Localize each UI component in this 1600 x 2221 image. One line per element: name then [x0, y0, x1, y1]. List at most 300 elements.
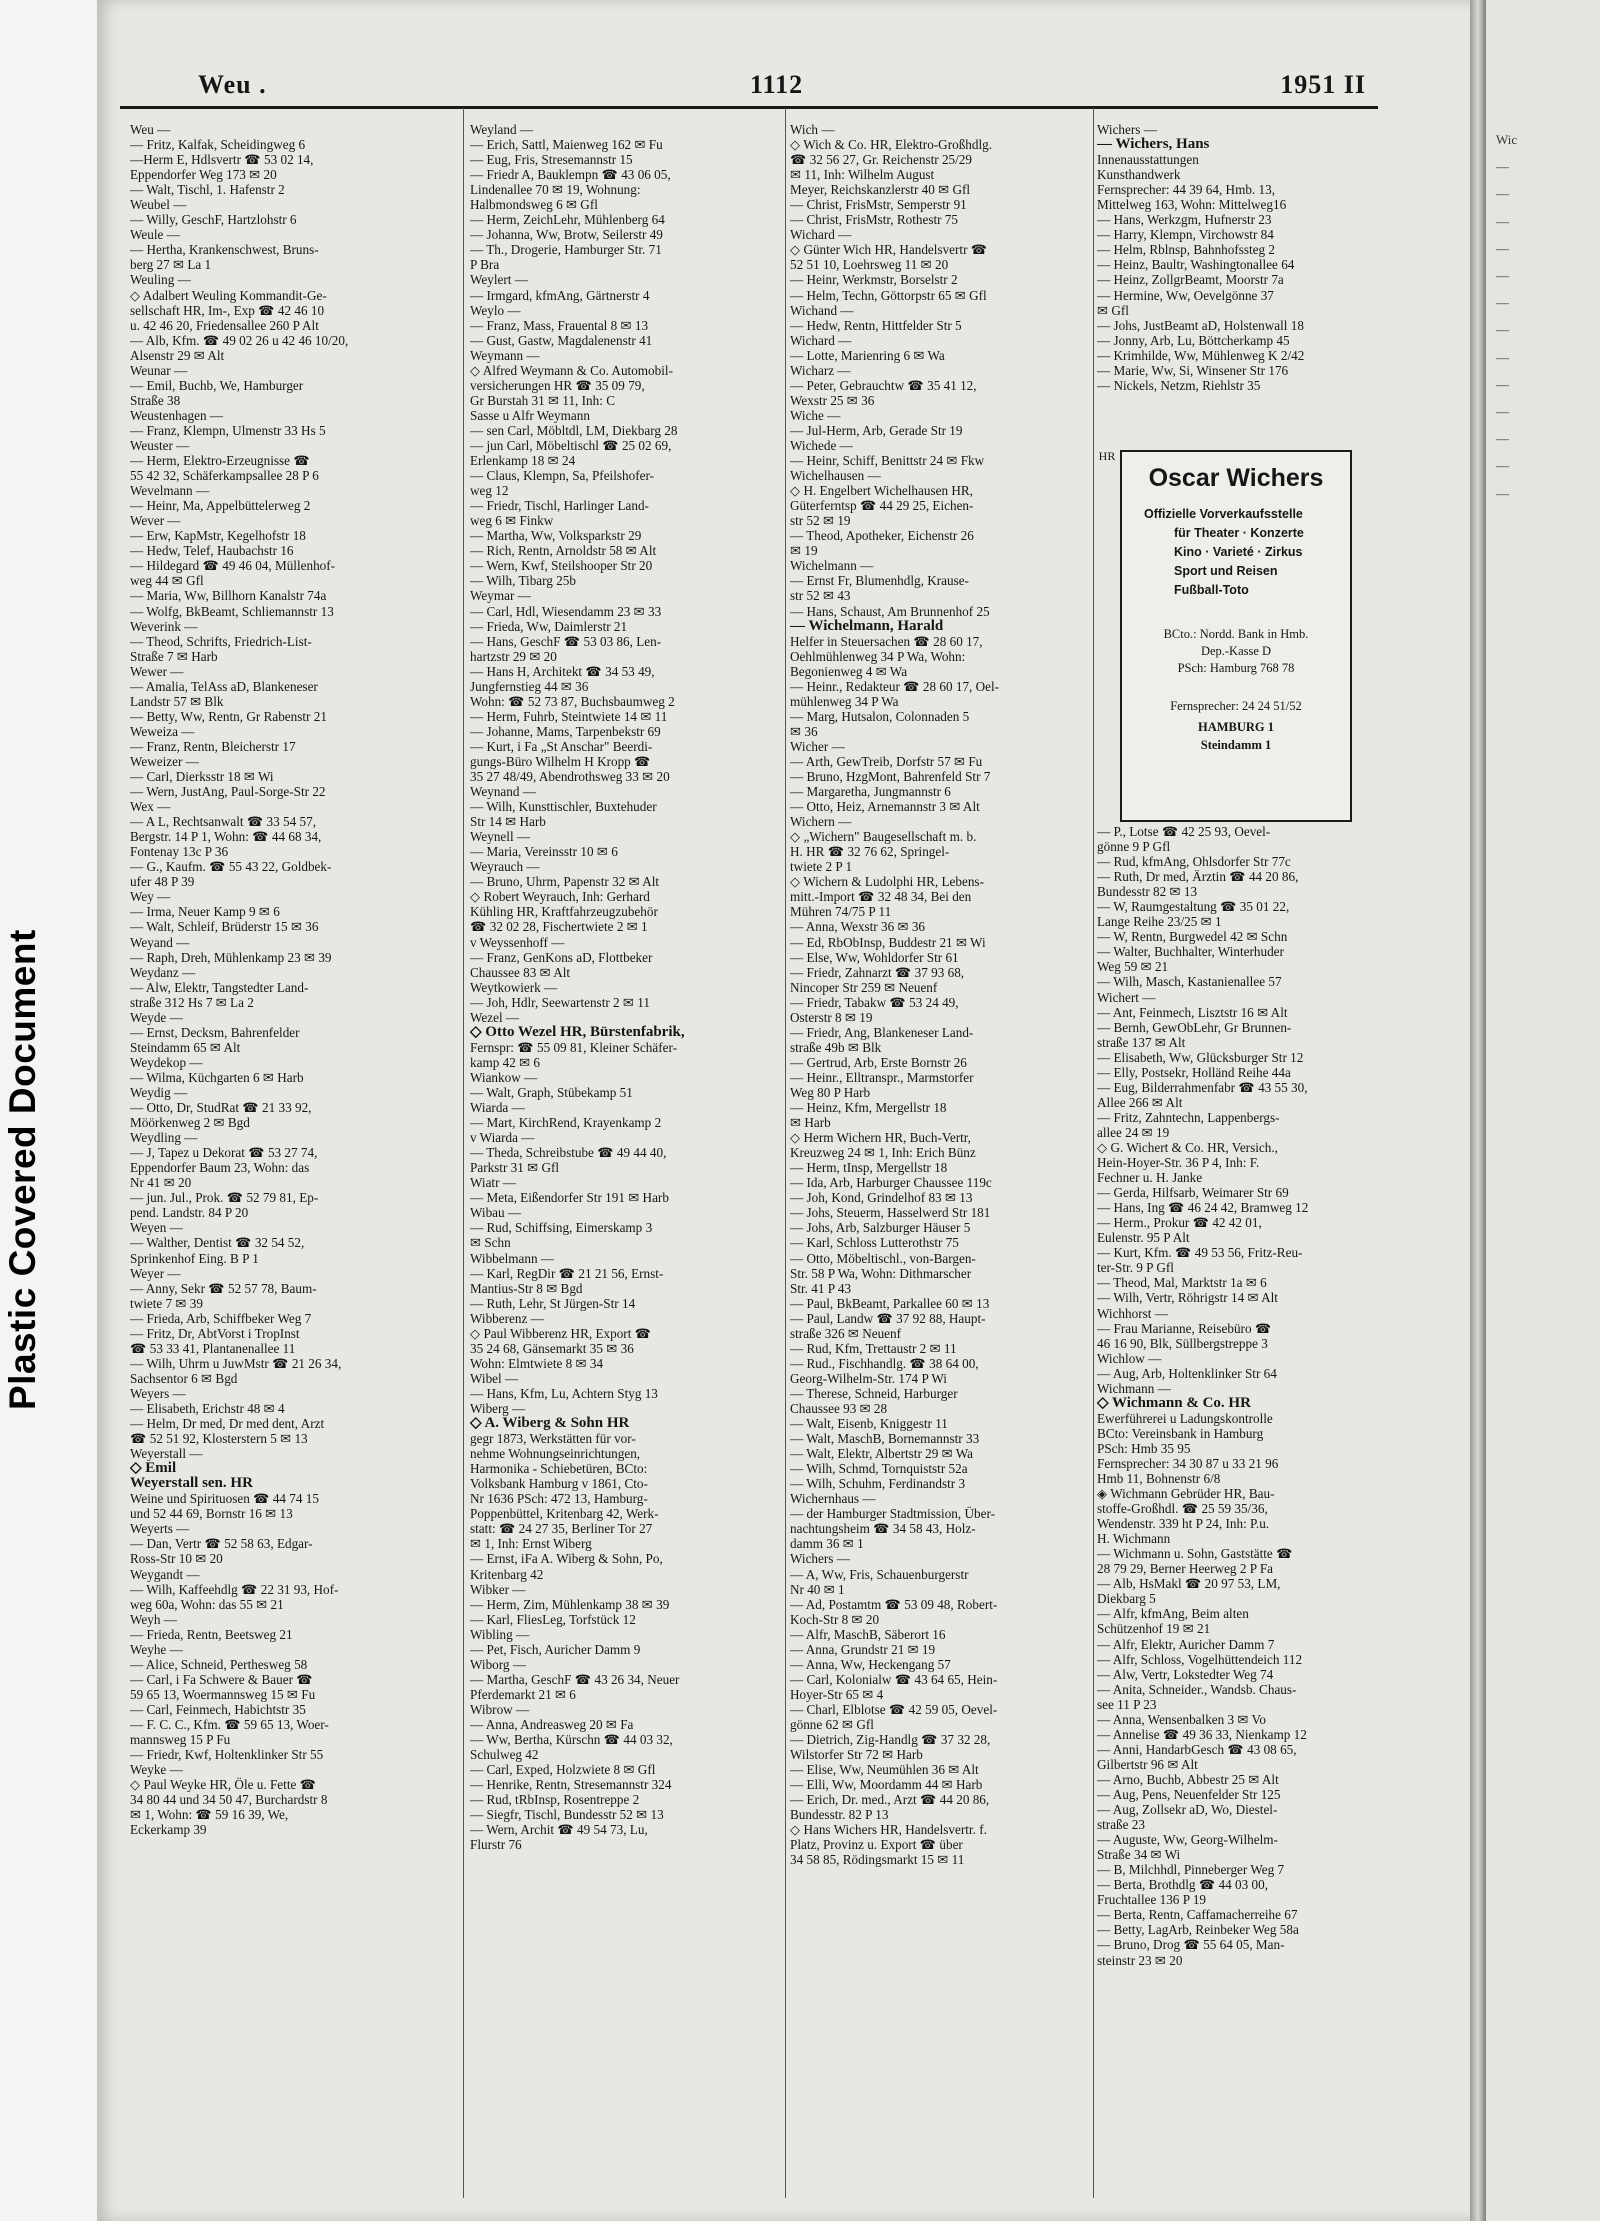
directory-entry: ✉ 1, Wohn: ☎ 59 16 39, We,: [130, 1807, 289, 1823]
directory-entry: damm 36 ✉ 1: [790, 1536, 864, 1552]
directory-entry: — Betty, LagArb, Reinbeker Weg 58a: [1097, 1922, 1299, 1938]
directory-entry: Weyrauch —: [470, 859, 540, 875]
directory-entry: — der Hamburger Stadtmission, Über-: [790, 1506, 995, 1522]
directory-entry: — Wichmann u. Sohn, Gaststätte ☎: [1097, 1546, 1293, 1562]
directory-entry: Nr 40 ✉ 1: [790, 1581, 845, 1597]
directory-entry: — Betty, Ww, Rentn, Gr Rabenstr 21: [130, 708, 327, 724]
directory-entry: Weyke —: [130, 1762, 183, 1778]
directory-entry: — Anna, Grundstr 21 ✉ 19: [790, 1641, 936, 1657]
directory-entry: ◇ Hans Wichers HR, Handelsvertr. f.: [790, 1822, 987, 1838]
directory-entry: Wichmann —: [1097, 1380, 1171, 1396]
directory-entry: — Franz, GenKons aD, Flottbeker: [470, 949, 653, 965]
directory-entry: Wichede —: [790, 437, 853, 453]
directory-entry: — Franz, Klempn, Ulmenstr 33 Hs 5: [130, 422, 326, 438]
ad-street: Steindamm 1: [1200, 738, 1272, 752]
directory-entry: Wevelmann —: [130, 483, 210, 499]
directory-entry: Gilbertstr 96 ✉ Alt: [1097, 1756, 1198, 1772]
directory-entry: — Wichers, Hans: [1097, 137, 1210, 153]
directory-entry: — Wilh, Kaffeehdlg ☎ 22 31 93, Hof-: [130, 1581, 339, 1597]
directory-entry: Weyerstall —: [130, 1446, 203, 1462]
directory-entry: Weyerstall sen. HR: [130, 1476, 253, 1492]
directory-entry: — jun Carl, Möbeltischl ☎ 25 02 69,: [470, 437, 672, 453]
directory-entry: 34 58 85, Rödingsmarkt 15 ✉ 11: [790, 1852, 965, 1868]
directory-entry: Wibker —: [470, 1581, 526, 1597]
directory-entry: ◇ Wichern & Ludolphi HR, Lebens-: [790, 874, 984, 890]
directory-entry: Fernspr: ☎ 55 09 81, Kleiner Schäfer-: [470, 1039, 677, 1055]
directory-entry: — Herm, Fuhrb, Steintwiete 14 ✉ 11: [470, 708, 668, 724]
directory-entry: — Ed, RbObInsp, Buddestr 21 ✉ Wi: [790, 934, 986, 950]
book-spine: [1470, 0, 1486, 2221]
directory-entry: — Arno, Buchb, Abbestr 25 ✉ Alt: [1097, 1771, 1279, 1787]
directory-entry: — Ida, Arb, Harburger Chaussee 119c: [790, 1175, 992, 1191]
directory-entry: Weyde —: [130, 1009, 183, 1025]
directory-entry: Kühling HR, Kraftfahrzeugzubehör: [470, 904, 658, 920]
directory-entry: nachtungsheim ☎ 34 58 43, Holz-: [790, 1521, 976, 1537]
directory-entry: 59 65 13, Woermannsweg 15 ✉ Fu: [130, 1686, 316, 1702]
directory-entry: — Heinr, Schiff, Benittstr 24 ✉ Fkw: [790, 453, 985, 469]
directory-entry: — Joh, Hdlr, Seewartenstr 2 ✉ 11: [470, 994, 650, 1010]
directory-entry: — Irma, Neuer Kamp 9 ✉ 6: [130, 904, 280, 920]
directory-entry: Mantius-Str 8 ✉ Bgd: [470, 1280, 583, 1296]
ad-services: [1122, 505, 1350, 600]
directory-entry: ☎ 52 51 92, Klosterstern 5 ✉ 13: [130, 1431, 308, 1447]
directory-entry: — Frieda, Rentn, Beetsweg 21: [130, 1626, 293, 1642]
directory-entry: — Helm, Rblnsp, Bahnhofssteg 2: [1097, 242, 1276, 258]
directory-entry: — Heinz, Kfm, Mergellstr 18: [790, 1100, 947, 1116]
directory-entry: ◇ A. Wiberg & Sohn HR: [470, 1416, 630, 1432]
ad-line: Fußball-Toto: [1174, 583, 1249, 597]
directory-entry: und 52 44 69, Bornstr 16 ✉ 13: [130, 1506, 293, 1522]
directory-entry: — Th., Drogerie, Hamburger Str. 71: [470, 242, 662, 258]
directory-entry: — Friedr, Zahnarzt ☎ 37 93 68,: [790, 964, 965, 980]
directory-entry: hartzstr 29 ✉ 20: [470, 648, 557, 664]
directory-entry: — Walter, Buchhalter, Winterhuder: [1097, 944, 1284, 960]
directory-entry: ✉ 1, Inh: Ernst Wiberg: [470, 1536, 592, 1552]
directory-entry: twiete 7 ✉ 39: [130, 1295, 203, 1311]
directory-entry: — Alfr, Elektr, Auricher Damm 7: [1097, 1636, 1275, 1652]
directory-entry: Begonienweg 4 ✉ Wa: [790, 663, 908, 679]
directory-entry: kamp 42 ✉ 6: [470, 1054, 541, 1070]
ad-line: Sport und Reisen: [1174, 564, 1278, 578]
directory-entry: Fernsprecher: 34 30 87 u 33 21 96: [1097, 1455, 1279, 1471]
directory-entry: — Fritz, Zahntechn, Lappenbergs-: [1097, 1109, 1280, 1125]
directory-entry: Kunsthandwerk: [1097, 167, 1181, 183]
directory-entry: — Wilh, Schmd, Tornquiststr 52a: [790, 1461, 968, 1477]
directory-entry: Mittelweg 163, Wohn: Mittelweg16: [1097, 197, 1287, 213]
directory-entry: — Alw, Vertr, Lokstedter Weg 74: [1097, 1666, 1274, 1682]
directory-entry: — Fritz, Dr, AbtVorst i TropInst: [130, 1325, 300, 1341]
directory-entry: — Johanna, Ww, Brotw, Seilerstr 49: [470, 227, 663, 243]
directory-entry: — Wilh, Tibarg 25b: [470, 573, 576, 589]
directory-entry: — Emil, Buchb, We, Hamburger: [130, 377, 304, 393]
directory-entry: — Carl, i Fa Schwere & Bauer ☎: [130, 1671, 313, 1687]
directory-entry: — Walther, Dentist ☎ 32 54 52,: [130, 1235, 305, 1251]
directory-entry: — Walt, Schleif, Brüderstr 15 ✉ 36: [130, 919, 319, 935]
directory-entry: straße 137 ✉ Alt: [1097, 1034, 1186, 1050]
directory-entry: Weyen —: [130, 1220, 183, 1236]
next-page-line: —: [1496, 431, 1509, 447]
directory-entry: ☎ 32 56 27, Gr. Reichenstr 25/29: [790, 152, 972, 168]
directory-entry: Gr Burstah 31 ✉ 11, Inh: C: [470, 392, 615, 408]
directory-entry: weg 44 ✉ Gfl: [130, 573, 204, 589]
directory-entry: — Erich, Dr. med., Arzt ☎ 44 20 86,: [790, 1792, 990, 1808]
directory-entry: — Bernh, GewObLehr, Gr Brunnen-: [1097, 1019, 1292, 1035]
directory-entry: — Wichelmann, Harald: [790, 618, 944, 634]
directory-entry: Weu —: [130, 122, 171, 137]
directory-entry: berg 27 ✉ La 1: [130, 257, 212, 273]
ad-address: [1122, 718, 1350, 754]
directory-entry: — Martha, GeschF ☎ 43 26 34, Neuer: [470, 1671, 680, 1687]
directory-entry: statt: ☎ 24 27 35, Berliner Tor 27: [470, 1521, 653, 1537]
directory-entry: ◇ Günter Wich HR, Handelsvertr ☎: [790, 242, 988, 258]
directory-entry: — Friedr, Ang, Blankeneser Land-: [790, 1024, 974, 1040]
directory-entry: — Anna, Andreasweg 20 ✉ Fa: [470, 1716, 634, 1732]
ad-bank: [1122, 626, 1350, 677]
next-page-line: —: [1496, 159, 1509, 175]
directory-entry: Chaussee 83 ✉ Alt: [470, 964, 571, 980]
directory-entry: — Otto, Möbeltischl., von-Bargen-: [790, 1250, 976, 1266]
directory-entry: — Frau Marianne, Reisebüro ☎: [1097, 1320, 1272, 1336]
directory-entry: — G., Kaufm. ☎ 55 43 22, Goldbek-: [130, 859, 332, 875]
directory-entry: — Theod, Schrifts, Friedrich-List-: [130, 633, 312, 649]
directory-entry: — Siegfr, Tischl, Bundesstr 52 ✉ 13: [470, 1807, 664, 1823]
advertisement-box: [1120, 450, 1352, 822]
directory-entry: Str 14 ✉ Harb: [470, 814, 546, 830]
directory-entry: — Johs, Steuerm, Hasselwerd Str 181: [790, 1205, 991, 1221]
directory-entry: — Dietrich, Zig-Handlg ☎ 37 32 28,: [790, 1732, 991, 1748]
directory-entry: Weine und Spirituosen ☎ 44 74 15: [130, 1491, 319, 1507]
directory-entry: Weyand —: [130, 934, 190, 950]
directory-entry: Wibau —: [470, 1205, 522, 1221]
directory-entry: ◇ Adalbert Weuling Kommandit-Ge-: [130, 287, 327, 303]
directory-entry: — Frieda, Ww, Daimlerstr 21: [470, 618, 628, 634]
directory-entry: — Alw, Elektr, Tangstedter Land-: [130, 979, 309, 995]
directory-entry: — Theod, Apotheker, Eichenstr 26: [790, 528, 974, 544]
directory-entry: mitt.-Import ☎ 32 48 34, Bei den: [790, 889, 972, 905]
directory-entry: Osterstr 8 ✉ 19: [790, 1009, 873, 1025]
directory-entry: — Hans, GeschF ☎ 53 03 86, Len-: [470, 633, 662, 649]
directory-entry: — Maria, Ww, Billhorn Kanalstr 74a: [130, 588, 327, 604]
next-page-line: —: [1496, 295, 1509, 311]
directory-entry: Wiankow —: [470, 1069, 538, 1085]
ad-line: Offizielle Vorverkaufsstelle: [1144, 507, 1303, 521]
directory-entry: — Aug, Zollsekr aD, Wo, Diestel-: [1097, 1802, 1278, 1818]
directory-entry: Weuster —: [130, 437, 190, 453]
directory-entry: 35 27 48/49, Abendrothsweg 33 ✉ 20: [470, 769, 670, 785]
directory-entry: Straße 34 ✉ Wi: [1097, 1847, 1181, 1863]
directory-entry: — J, Tapez u Dekorat ☎ 53 27 74,: [130, 1145, 318, 1161]
directory-entry: — Wilma, Küchgarten 6 ✉ Harb: [130, 1069, 304, 1085]
directory-entry: Weule —: [130, 227, 180, 243]
directory-entry: ◇ G. Wichert & Co. HR, Versich.,: [1097, 1139, 1278, 1155]
directory-entry: Weg 59 ✉ 21: [1097, 959, 1169, 975]
directory-entry: P Bra: [470, 257, 500, 273]
directory-entry: — Anna, Wexstr 36 ✉ 36: [790, 919, 926, 935]
directory-entry: — Irmgard, kfmAng, Gärtnerstr 4: [470, 287, 650, 303]
directory-entry: — Erw, KapMstr, Kegelhofstr 18: [130, 528, 306, 544]
directory-entry: Wichlow —: [1097, 1350, 1162, 1366]
directory-entry: — Therese, Schneid, Harburger: [790, 1385, 958, 1401]
directory-entry: Eppendorfer Baum 23, Wohn: das: [130, 1160, 310, 1176]
directory-entry: Str. 41 P 43: [790, 1280, 852, 1296]
directory-entry: Lange Reihe 23/25 ✉ 1: [1097, 914, 1222, 930]
directory-entry: Möörkenweg 2 ✉ Bgd: [130, 1115, 250, 1131]
directory-entry: — Eug, Fris, Stresemannstr 15: [470, 152, 633, 168]
directory-entry: gungs-Büro Wilhelm H Kropp ☎: [470, 753, 651, 769]
directory-entry: — Annelise ☎ 49 36 33, Nienkamp 12: [1097, 1726, 1307, 1742]
page-header: [120, 70, 1378, 109]
directory-entry: Fernsprecher: 44 39 64, Hmb. 13,: [1097, 182, 1275, 198]
directory-entry: — Karl, Schloss Lutterothstr 75: [790, 1235, 959, 1251]
directory-entry: — Walt, Graph, Stübekamp 51: [470, 1085, 633, 1100]
directory-entry: Wiarda —: [470, 1100, 525, 1116]
directory-entry: Hoyer-Str 65 ✉ 4: [790, 1686, 884, 1702]
directory-entry: — Anny, Sekr ☎ 52 57 78, Baum-: [130, 1280, 317, 1296]
directory-entry: Fontenay 13c P 36: [130, 844, 229, 860]
directory-entry: ◇ Robert Weyrauch, Inh: Gerhard: [470, 889, 650, 905]
directory-entry: Weyh —: [130, 1611, 177, 1627]
directory-entry: Nr 1636 PSch: 472 13, Hamburg-: [470, 1491, 648, 1507]
header-left: Weu .: [198, 70, 267, 99]
directory-entry: Jungfernstieg 44 ✉ 36: [470, 678, 589, 694]
directory-entry: Wiche —: [790, 407, 841, 423]
column-4-top: [1097, 122, 1389, 442]
directory-entry: Sprinkenhof Eing. B P 1: [130, 1250, 259, 1266]
directory-entry: — Nickels, Netzm, Riehlstr 35: [1097, 377, 1261, 393]
directory-entry: ◇ Otto Wezel HR, Bürstenfabrik,: [470, 1024, 685, 1040]
directory-entry: Wezel —: [470, 1009, 520, 1025]
directory-entry: — Claus, Klempn, Sa, Pfeilshofer-: [470, 468, 654, 484]
next-page-line: —: [1496, 322, 1509, 338]
directory-entry: Wendenstr. 339 ht P 24, Inh: P.u.: [1097, 1516, 1270, 1532]
column-1: [130, 122, 460, 2202]
column-3: [790, 122, 1090, 2202]
directory-entry: 46 16 90, Blk, Süllbergstreppe 3: [1097, 1335, 1268, 1351]
directory-entry: ◈ Wichmann Gebrüder HR, Bau-: [1097, 1486, 1275, 1502]
directory-entry: — Willy, GeschF, Hartzlohstr 6: [130, 212, 297, 228]
directory-entry: — B, Milchhdl, Pinneberger Weg 7: [1097, 1862, 1285, 1878]
directory-entry: — Auguste, Ww, Georg-Wilhelm-: [1097, 1832, 1278, 1848]
directory-entry: — Alfr, MaschB, Säberort 16: [790, 1626, 946, 1642]
column-rule: [463, 108, 464, 2198]
directory-entry: allee 24 ✉ 19: [1097, 1124, 1170, 1140]
directory-entry: — Karl, FliesLeg, Torfstück 12: [470, 1611, 636, 1627]
directory-entry: Wichers —: [790, 1551, 850, 1567]
directory-entry: — Heinr, Ma, Appelbüttelerweg 2: [130, 498, 311, 514]
directory-entry: ✉ Schn: [470, 1235, 511, 1251]
directory-entry: — Johs, JustBeamt aD, Holstenwall 18: [1097, 317, 1304, 333]
directory-entry: — Dan, Vertr ☎ 52 58 63, Edgar-: [130, 1536, 313, 1552]
directory-entry: Wichand —: [790, 302, 854, 318]
next-page-fragment: [1486, 0, 1600, 501]
next-page-line: —: [1496, 240, 1509, 256]
directory-entry: — Lotte, Marienring 6 ✉ Wa: [790, 347, 945, 363]
directory-entry: Ewerführerei u Ladungskontrolle: [1097, 1410, 1273, 1426]
directory-entry: Sachsentor 6 ✉ Bgd: [130, 1370, 238, 1386]
directory-entry: ter-Str. 9 P Gfl: [1097, 1260, 1174, 1276]
directory-entry: — Christ, FrisMstr, Semperstr 91: [790, 197, 967, 213]
directory-entry: — Mart, KirchRend, Krayenkamp 2: [470, 1115, 662, 1131]
directory-entry: ✉ 11, Inh: Wilhelm August: [790, 167, 935, 183]
page-number: 1112: [750, 70, 804, 99]
next-page-line: —: [1496, 186, 1509, 202]
column-4-bottom: [1097, 824, 1389, 2204]
directory-entry: — A, Ww, Fris, Schauenburgerstr: [790, 1566, 969, 1582]
directory-entry: gegr 1873, Werkstätten für vor-: [470, 1431, 636, 1447]
directory-entry: Eulenstr. 95 P Alt: [1097, 1230, 1190, 1246]
directory-entry: Schützenhof 19 ✉ 21: [1097, 1621, 1211, 1637]
ad-phone: Fernsprecher: 24 24 51/52: [1170, 699, 1302, 713]
directory-entry: mannsweg 15 P Fu: [130, 1732, 231, 1748]
directory-entry: — Walt, Tischl, 1. Hafenstr 2: [130, 182, 285, 198]
directory-entry: — Heinr., Redakteur ☎ 28 60 17, Oel-: [790, 678, 1000, 694]
directory-entry: Wicharz —: [790, 362, 851, 378]
directory-entry: ☎ 32 02 28, Fischertwiete 2 ✉ 1: [470, 919, 648, 935]
directory-entry: — Kurt, Kfm. ☎ 49 53 56, Fritz-Reu-: [1097, 1245, 1303, 1261]
directory-entry: — Frieda, Arb, Schiffbeker Weg 7: [130, 1310, 312, 1326]
directory-entry: ◇ Wich & Co. HR, Elektro-Großhdlg.: [790, 137, 993, 153]
directory-entry: — Wilh, Uhrm u JuwMstr ☎ 21 26 34,: [130, 1355, 342, 1371]
directory-entry: Wey —: [130, 889, 171, 905]
directory-entry: Straße 7 ✉ Harb: [130, 648, 218, 664]
directory-entry: — Elisabeth, Erichstr 48 ✉ 4: [130, 1400, 285, 1416]
directory-entry: Wichelmann —: [790, 558, 874, 574]
directory-entry: straße 49b ✉ Blk: [790, 1039, 882, 1055]
directory-entry: — Johanne, Mams, Tarpenbekstr 69: [470, 723, 661, 739]
directory-entry: — Arth, GewTreib, Dorfstr 57 ✉ Fu: [790, 753, 983, 769]
directory-entry: Str. 58 P Wa, Wohn: Dithmarscher: [790, 1265, 972, 1281]
directory-entry: — Carl, Dierksstr 18 ✉ Wi: [130, 769, 274, 785]
next-page-line: —: [1496, 268, 1509, 284]
directory-entry: — Eug, Bilderrahmenfabr ☎ 43 55 30,: [1097, 1079, 1308, 1095]
directory-entry: — Peter, Gebrauchtw ☎ 35 41 12,: [790, 377, 977, 393]
directory-entry: H. Wichmann: [1097, 1531, 1171, 1547]
directory-entry: Wiborg —: [470, 1656, 527, 1672]
directory-entry: — Marg, Hutsalon, Colonnaden 5: [790, 708, 970, 724]
directory-entry: — Alice, Schneid, Perthesweg 58: [130, 1656, 308, 1672]
directory-entry: ufer 48 P 39: [130, 874, 195, 890]
directory-entry: Wiberg —: [470, 1400, 526, 1416]
directory-entry: Wibbelmann —: [470, 1250, 555, 1266]
directory-entry: straße 312 Hs 7 ✉ La 2: [130, 994, 254, 1010]
directory-entry: — Margaretha, Jungmannstr 6: [790, 784, 951, 800]
directory-entry: — Wern, Archit ☎ 49 54 73, Lu,: [470, 1822, 648, 1838]
directory-entry: — Hans, Ing ☎ 46 24 42, Bramweg 12: [1097, 1200, 1309, 1216]
directory-entry: Weg 80 P Harb: [790, 1085, 871, 1100]
directory-entry: gönne 62 ✉ Gfl: [790, 1716, 874, 1732]
next-page-line: —: [1496, 213, 1509, 229]
directory-entry: ◇ Paul Weyke HR, Öle u. Fette ☎: [130, 1777, 317, 1793]
directory-entry: weg 6 ✉ Finkw: [470, 513, 554, 529]
directory-entry: — Aug, Pens, Neuenfelder Str 125: [1097, 1787, 1281, 1802]
directory-entry: Weweiza —: [130, 723, 195, 739]
side-label: Plastic Covered Document: [2, 929, 43, 1410]
directory-entry: — Wilh, Schuhm, Ferdinandstr 3: [790, 1476, 966, 1492]
directory-entry: Wichern —: [790, 814, 852, 830]
directory-entry: — Franz, Rentn, Bleicherstr 17: [130, 738, 296, 754]
directory-entry: Wichers —: [1097, 122, 1157, 137]
directory-entry: Güterferntsp ☎ 44 29 25, Eichen-: [790, 498, 974, 514]
directory-entry: Weylo —: [470, 302, 521, 318]
directory-entry: Weydig —: [130, 1085, 188, 1100]
directory-entry: steinstr 23 ✉ 20: [1097, 1952, 1183, 1968]
directory-entry: ◇ Paul Wibberenz HR, Export ☎: [470, 1325, 652, 1341]
directory-entry: — Hertha, Krankenschwest, Bruns-: [130, 242, 319, 258]
directory-entry: Weygandt —: [130, 1566, 200, 1582]
directory-entry: — Amalia, TelAss aD, Blankeneser: [130, 678, 318, 694]
directory-entry: Weymann —: [470, 347, 540, 363]
directory-entry: — Carl, Feinmech, Habichtstr 35: [130, 1701, 306, 1717]
directory-entry: — P., Lotse ☎ 42 25 93, Oevel-: [1097, 824, 1271, 839]
next-page-line: —: [1496, 485, 1509, 501]
hr-badge: HR: [1098, 449, 1116, 463]
directory-entry: Poppenbüttel, Kritenbarg 42, Werk-: [470, 1506, 659, 1522]
directory-entry: Kritenbarg 42: [470, 1566, 544, 1582]
directory-entry: Eckerkamp 39: [130, 1822, 207, 1838]
directory-entry: Wichhorst —: [1097, 1305, 1168, 1321]
directory-entry: — Ruth, Dr med, Ärztin ☎ 44 20 86,: [1097, 869, 1299, 885]
directory-entry: Weyer —: [130, 1265, 181, 1281]
directory-entry: Mühren 74/75 P 11: [790, 904, 892, 920]
directory-entry: 28 79 29, Berner Heerweg 2 P Fa: [1097, 1561, 1274, 1577]
directory-entry: — Hans H, Architekt ☎ 34 53 49,: [470, 663, 655, 679]
directory-entry: — Johs, Arb, Salzburger Häuser 5: [790, 1220, 971, 1236]
directory-entry: 55 42 32, Schäferkampsallee 28 P 6: [130, 468, 319, 484]
directory-entry: Wibberenz —: [470, 1310, 544, 1326]
directory-entry: — Wolfg, BkBeamt, Schliemannstr 13: [130, 603, 334, 619]
directory-entry: — Friedr, Kwf, Holtenklinker Str 55: [130, 1747, 324, 1763]
directory-entry: Innenausstattungen: [1097, 152, 1199, 168]
directory-entry: — Rich, Rentn, Arnoldstr 58 ✉ Alt: [470, 543, 657, 559]
directory-entry: Wicher —: [790, 738, 845, 754]
directory-entry: — Walt, Eisenb, Kniggestr 11: [790, 1416, 948, 1432]
directory-entry: — Anita, Schneider., Wandsb. Chaus-: [1097, 1681, 1297, 1697]
directory-entry: Chaussee 93 ✉ 28: [790, 1400, 888, 1416]
directory-entry: Hmb 11, Bohnenstr 6/8: [1097, 1471, 1221, 1487]
directory-entry: straße 326 ✉ Neuenf: [790, 1325, 902, 1341]
ad-city: HAMBURG 1: [1197, 720, 1275, 734]
directory-entry: Fruchtallee 136 P 19: [1097, 1892, 1207, 1908]
directory-entry: Bundesstr 82 ✉ 13: [1097, 884, 1198, 900]
directory-entry: Sasse u Alfr Weymann: [470, 407, 590, 423]
directory-entry: — Friedr A, Bauklempn ☎ 43 06 05,: [470, 167, 671, 183]
directory-entry: — Kurt, i Fa „St Anschar" Beerdi-: [470, 738, 653, 754]
directory-entry: — Pet, Fisch, Auricher Damm 9: [470, 1641, 641, 1657]
directory-entry: nehme Wohnungseinrichtungen,: [470, 1446, 641, 1462]
directory-entry: — Otto, Dr, StudRat ☎ 21 33 92,: [130, 1100, 312, 1116]
directory-entry: Wilstorfer Str 72 ✉ Harb: [790, 1747, 923, 1763]
directory-entry: Fechner u. H. Janke: [1097, 1170, 1203, 1186]
directory-entry: Schulweg 42: [470, 1747, 539, 1763]
directory-entry: — Wilh, Kunsttischler, Buxtehuder: [470, 799, 657, 815]
directory-entry: — Hans, Schaust, Am Brunnenhof 25: [790, 603, 990, 619]
directory-entry: ◇ Wichmann & Co. HR: [1097, 1395, 1251, 1411]
directory-entry: — Ernst, Decksm, Bahrenfelder: [130, 1024, 300, 1040]
directory-entry: 52 51 10, Loehrsweg 11 ✉ 20: [790, 257, 949, 273]
directory-entry: str 52 ✉ 19: [790, 513, 851, 529]
directory-entry: ◇ Emil: [130, 1461, 177, 1477]
directory-entry: Weynand —: [470, 784, 536, 800]
directory-entry: — Raph, Dreh, Mühlenkamp 23 ✉ 39: [130, 949, 332, 965]
directory-entry: — Hans, Werkzgm, Hufnerstr 23: [1097, 212, 1272, 228]
ad-line: Kino · Varieté · Zirkus: [1174, 545, 1303, 559]
directory-entry: Koch-Str 8 ✉ 20: [790, 1611, 880, 1627]
directory-entry: Wewer —: [130, 663, 184, 679]
directory-entry: — Heinr, Werkmstr, Borselstr 2: [790, 272, 958, 288]
directory-entry: — Maria, Vereinsstr 10 ✉ 6: [470, 844, 618, 860]
directory-entry: twiete 2 P 1: [790, 859, 853, 875]
ad-bank-line: PSch: Hamburg 768 78: [1177, 661, 1295, 675]
